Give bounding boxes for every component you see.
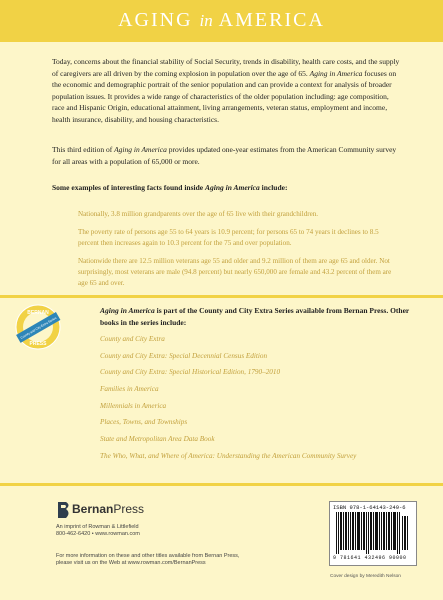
title-part1: AGING <box>118 9 193 31</box>
fact-item: The poverty rate of persons age 55 to 64 years is 10.9 percent; for persons 65 to 74 years it declines to 8.5 percent then increases again to 10.3 percent for the 75 and over population. <box>78 228 379 247</box>
facts-heading: Some examples of interesting facts found inside Aging in America include: <box>52 183 288 192</box>
seal-bottom-text: PRESS <box>29 341 47 347</box>
publisher-imprint: An imprint of Rowman & Littlefield 800-462-6420 • www.rowman.com <box>56 524 140 537</box>
edition-paragraph: This third edition of Aging in America provides updated one-year estimates from the American Community survey for all areas with a population of 65,000 or more. <box>52 145 397 166</box>
series-book-item: County and City Extra: Special Historical Edition, 1790–2010 <box>100 368 281 377</box>
book-title <box>0 9 443 32</box>
series-book-item: Millennials in America <box>100 401 167 410</box>
series-book-item: The Who, What, and Where of America: Understanding the American Community Survey <box>100 451 357 460</box>
title-part3: AMERICA <box>218 9 325 31</box>
series-intro: Aging in America is part of the County and City Extra Series available from Bernan Press. Other books in the series include: <box>100 306 410 327</box>
isbn-text: ISBN 978-1-64143-249-6 <box>333 504 406 511</box>
fact-item: Nationally, 3.8 million grandparents over the age of 65 live with their grandchildren. <box>78 210 319 218</box>
series-book-item: County and City Extra <box>100 335 165 343</box>
barcode-number: 9 781641 432496 90000 <box>333 555 407 561</box>
seal-middle-text: County and City Extra Series <box>19 315 58 340</box>
more-info-text: For more information on these and other titles available from Bernan Press, please visit us on the Web at www.rowman.com/BernanPress <box>56 553 240 567</box>
divider <box>0 483 443 486</box>
series-book-item: Families in America <box>100 385 159 394</box>
fact-item: Nationwide there are 12.5 million veterans age 55 and older and 9.2 million of them are age 65 and older. Not surprisingly, most veterans are male (94.8 percent) but nearly 650,000 are female and 43.2 percent of them are age 65 and over. <box>78 257 392 287</box>
barcode-box <box>329 501 417 566</box>
series-book-item: County and City Extra: Special Decennial Census Edition <box>100 351 268 360</box>
intro-paragraph: Today, concerns about the financial stability of Social Security, trends in disability, health care costs, and the supply of caregivers are all driven by the coming explosion in population over the age of 65. Aging in America focuses on the economic and demographic portrait of the senior population and can provide a context for analysis of broader population issues. It provides a wide range of characteristics of the older population including: age composition, race and Hispanic Origin, educational attainment, living arrangements, veteran status, employment and income, health insurance, disability, and housing characteristics. <box>52 57 400 124</box>
series-book-item: Places, Towns, and Townships <box>100 418 188 427</box>
divider <box>0 295 443 298</box>
barcode-icon <box>336 512 410 554</box>
publisher-name: BernanPress <box>72 502 145 516</box>
seal-top-text: BERNAN <box>27 310 49 316</box>
title-part2: in <box>199 11 213 30</box>
series-seal-icon <box>15 304 61 350</box>
cover-credit: Cover design by Meredith Nelson <box>330 574 401 579</box>
series-book-item: State and Metropolitan Area Data Book <box>100 435 215 444</box>
series-book-list <box>100 331 430 465</box>
